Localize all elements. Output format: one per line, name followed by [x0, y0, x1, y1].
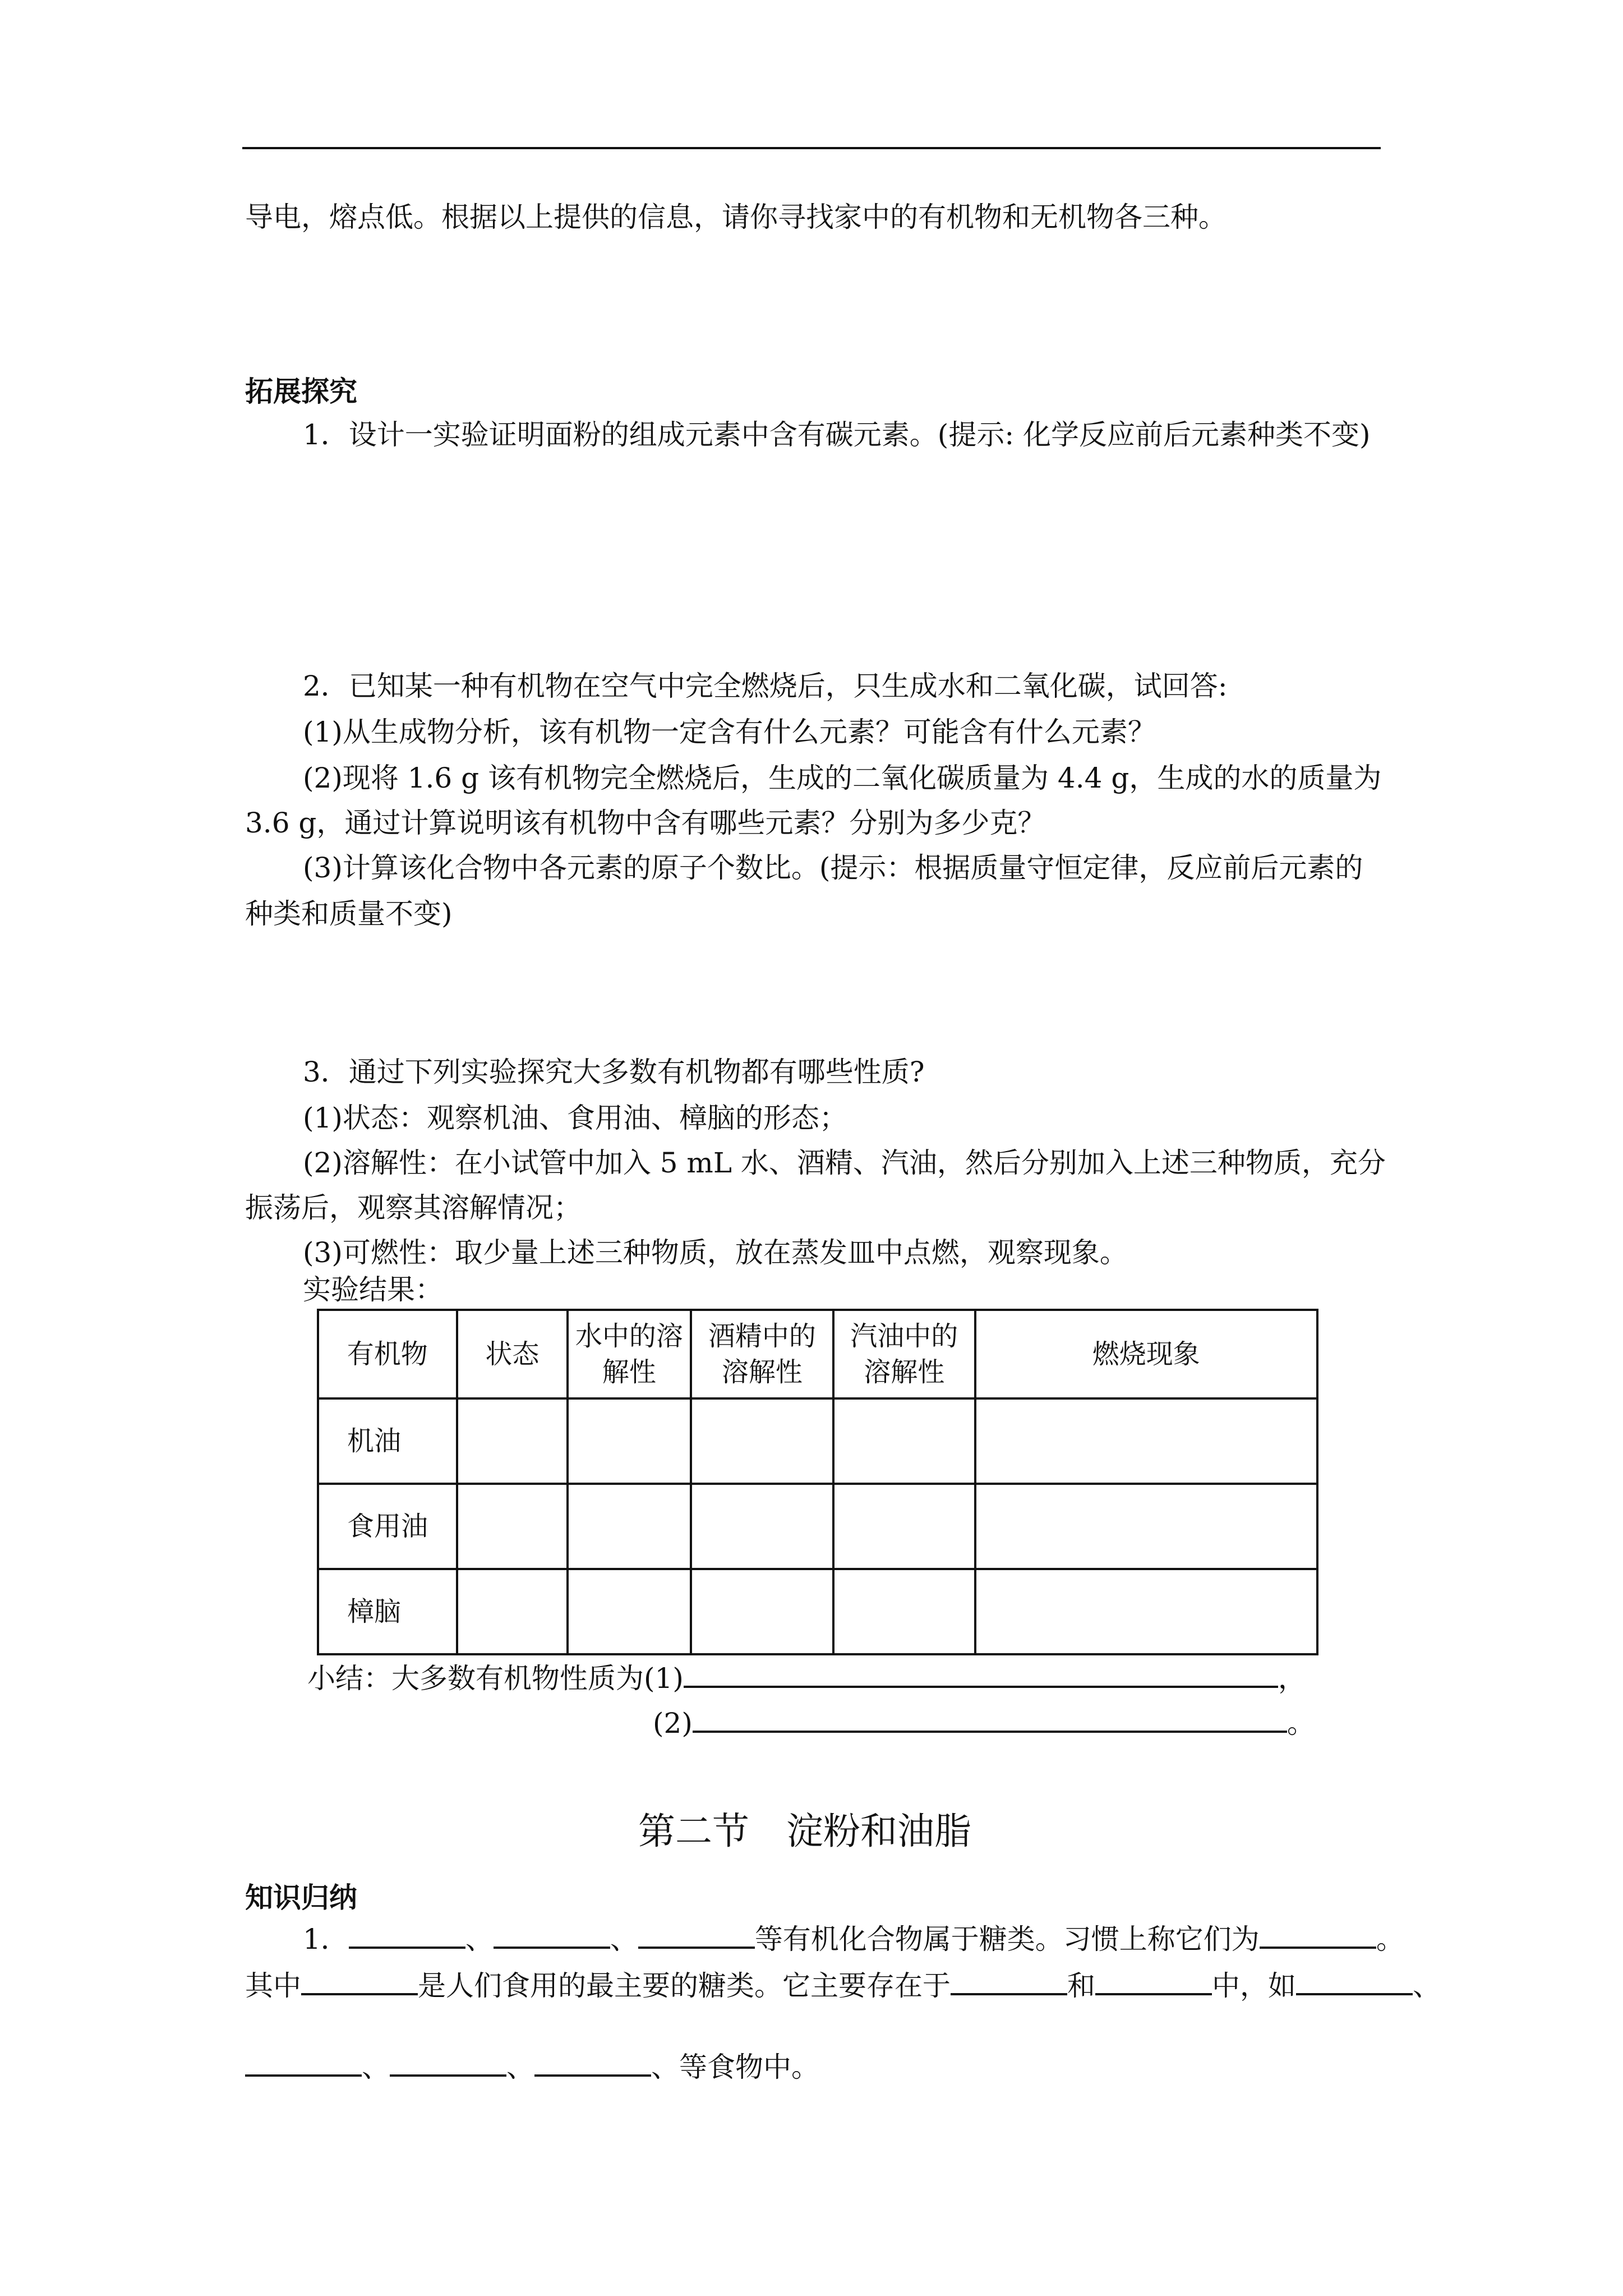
summary-end-2: 。	[1287, 1707, 1315, 1740]
summary-prefix: 小结：大多数有机物性质为(1)	[307, 1662, 684, 1695]
table-cell[interactable]	[833, 1569, 975, 1654]
question-2-part-2b: 3.6 g，通过计算说明该有机物中含有哪些元素？分别为多少克？	[245, 807, 1046, 839]
fill-blank[interactable]	[638, 1918, 755, 1949]
table-cell[interactable]	[568, 1569, 691, 1654]
separator: 、	[610, 1923, 638, 1955]
col-header-water-solubility: 水中的溶 解性	[568, 1310, 691, 1398]
col-header-state: 状态	[457, 1310, 568, 1398]
fill-blank[interactable]	[349, 1918, 465, 1949]
fill-blank[interactable]	[1296, 1965, 1413, 1995]
table-header-row	[318, 1310, 1317, 1398]
col-header-organic: 有机物	[318, 1310, 457, 1398]
table-cell[interactable]	[457, 1569, 568, 1654]
table-row	[318, 1569, 1317, 1654]
table-cell[interactable]	[975, 1484, 1317, 1569]
table-row	[318, 1398, 1317, 1484]
knowledge-text: 是人们食用的最主要的糖类。它主要存在于	[418, 1970, 951, 2002]
table-cell[interactable]	[457, 1484, 568, 1569]
question-2-part-3a: (3)计算该化合物中各元素的原子个数比。(提示：根据质量守恒定律，反应前后元素的	[303, 852, 1363, 884]
table-cell[interactable]	[457, 1398, 568, 1484]
question-3-stem: 3．通过下列实验探究大多数有机物都有哪些性质?	[303, 1056, 925, 1088]
fill-blank[interactable]	[301, 1965, 418, 1995]
question-2-stem: 2．已知某一种有机物在空气中完全燃烧后，只生成水和二氧化碳，试回答:	[303, 670, 1228, 702]
summary-label-2: (2)	[653, 1707, 693, 1740]
question-1: 1．设计一实验证明面粉的组成元素中含有碳元素。(提示: 化学反应前后元素种类不变)	[303, 418, 1371, 451]
fill-blank[interactable]	[534, 2046, 651, 2077]
knowledge-text: 中，如	[1212, 1970, 1296, 2002]
fill-blank[interactable]	[951, 1965, 1067, 1995]
period: 。	[1376, 1923, 1404, 1955]
knowledge-1-line-3	[245, 2046, 819, 2087]
separator: 、	[506, 2051, 534, 2083]
table-cell[interactable]	[833, 1398, 975, 1484]
separator: 、	[1413, 1970, 1441, 2002]
fill-blank[interactable]	[494, 1918, 610, 1949]
question-3-part-2b: 振荡后，观察其溶解情况；	[245, 1191, 582, 1224]
question-2-part-2a: (2)现将 1.6 g 该有机物完全燃烧后，生成的二氧化碳质量为 4.4 g，生成的水的质量为	[303, 762, 1382, 794]
fill-blank[interactable]	[1260, 1918, 1376, 1949]
separator: 、	[362, 2051, 390, 2083]
result-label: 实验结果：	[303, 1273, 443, 1306]
header-rule	[242, 147, 1381, 149]
fill-blank[interactable]	[390, 2046, 506, 2077]
table-cell[interactable]	[568, 1398, 691, 1484]
table-row	[318, 1484, 1317, 1569]
section-heading-knowledge: 知识归纳	[245, 1881, 357, 1914]
table-cell[interactable]	[691, 1398, 833, 1484]
col-header-gasoline-solubility: 汽油中的 溶解性	[833, 1310, 975, 1398]
question-3-part-1: (1)状态：观察机油、食用油、樟脑的形态；	[303, 1102, 847, 1134]
fill-blank[interactable]	[1095, 1965, 1212, 1995]
table-cell[interactable]	[833, 1484, 975, 1569]
knowledge-text: 和	[1067, 1970, 1095, 2002]
row-label-engine-oil: 机油	[318, 1398, 457, 1484]
table-cell[interactable]	[975, 1398, 1317, 1484]
summary-blank-2[interactable]	[693, 1703, 1287, 1733]
intro-line: 导电，熔点低。根据以上提供的信息，请你寻找家中的有机物和无机物各三种。	[245, 201, 1227, 233]
row-label-camphor: 樟脑	[318, 1569, 457, 1654]
results-table	[317, 1309, 1318, 1655]
question-number: 1．	[303, 1923, 349, 1955]
knowledge-1-line-1	[303, 1918, 1404, 1959]
knowledge-text: 其中	[245, 1970, 301, 2002]
col-header-combustion: 燃烧现象	[975, 1310, 1317, 1398]
summary-blank-1[interactable]	[684, 1658, 1278, 1688]
knowledge-1-line-2	[245, 1965, 1441, 2005]
row-label-cooking-oil: 食用油	[318, 1484, 457, 1569]
summary-end-1: ，	[1278, 1662, 1306, 1695]
question-3-part-2a: (2)溶解性：在小试管中加入 5 mL 水、酒精、汽油，然后分别加入上述三种物质，充分	[303, 1147, 1386, 1179]
knowledge-text: 、等食物中。	[651, 2051, 819, 2083]
table-cell[interactable]	[691, 1569, 833, 1654]
separator: 、	[465, 1923, 494, 1955]
question-2-part-3b: 种类和质量不变)	[245, 898, 453, 930]
question-3-part-3: (3)可燃性：取少量上述三种物质，放在蒸发皿中点燃，观察现象。	[303, 1236, 1128, 1269]
table-cell[interactable]	[691, 1484, 833, 1569]
section-title: 第二节 淀粉和油脂	[638, 1810, 971, 1853]
section-heading-expand: 拓展探究	[245, 375, 357, 408]
fill-blank[interactable]	[245, 2046, 362, 2077]
summary-line-1	[307, 1658, 1306, 1698]
question-2-part-1: (1)从生成物分析，该有机物一定含有什么元素？可能含有什么元素？	[303, 716, 1156, 748]
table-cell[interactable]	[568, 1484, 691, 1569]
knowledge-text: 等有机化合物属于糖类。习惯上称它们为	[754, 1923, 1260, 1955]
table-cell[interactable]	[975, 1569, 1317, 1654]
summary-line-2	[653, 1703, 1315, 1743]
col-header-alcohol-solubility: 酒精中的 溶解性	[691, 1310, 833, 1398]
